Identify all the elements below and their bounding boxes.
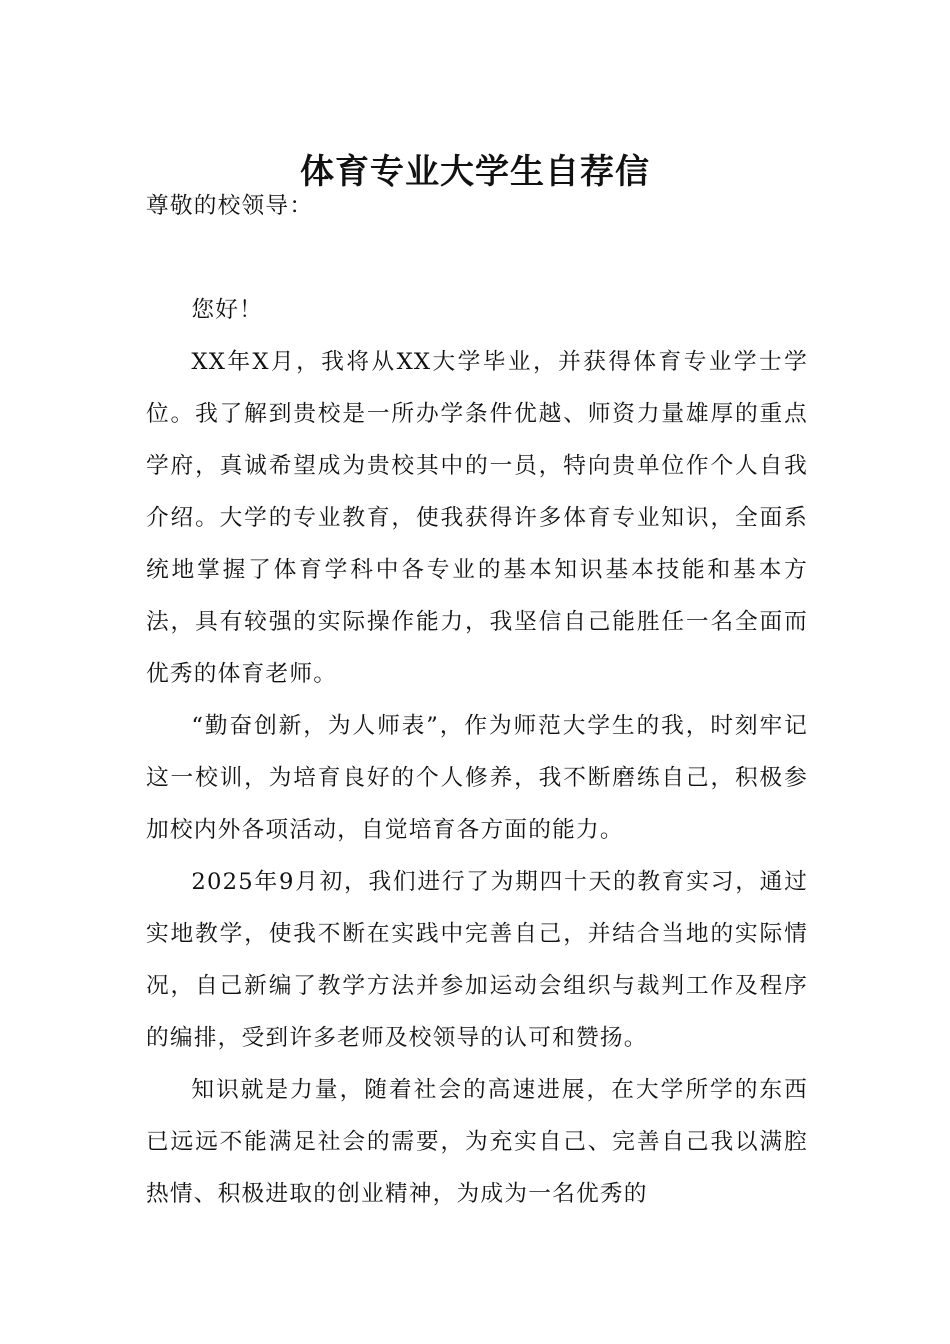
- paragraph-graduation: XX年X月，我将从XX大学毕业，并获得体育专业学士学位。我了解到贵校是一所办学条件优越、师资力量雄厚的重点学府，真诚希望成为贵校其中的一员，特向贵单位作个人自我介绍。大学的专业教育，使我获得许多体育专业知识，全面系统地掌握了体育学科中各专业的基本知识基本技能和基本方法，具有较强的实际操作能力，我坚信自己能胜任一名全面而优秀的体育老师。: [146, 349, 808, 687]
- letter-body: [146, 180, 808, 1220]
- paragraph-knowledge: 知识就是力量，随着社会的高速进展，在大学所学的东西已远远不能满足社会的需要，为充实自己、完善自己我以满腔热情、积极进取的创业精神，为成为一名优秀的: [146, 1077, 808, 1207]
- greeting: 您好！: [191, 297, 264, 323]
- document-title: 体育专业大学生自荐信: [300, 151, 650, 192]
- paragraph-school-motto: “勤奋创新，为人师表”，作为师范大学生的我，时刻牢记这一校训，为培育良好的个人修养，我不断磨练自己，积极参加校内外各项活动，自觉培育各方面的能力。: [146, 713, 808, 843]
- salutation: 尊敬的校领导：: [146, 193, 314, 219]
- paragraph-internship: 2025年9月初，我们进行了为期四十天的教育实习，通过实地教学，使我不断在实践中完善自己，并结合当地的实际情况，自己新编了教学方法并参加运动会组织与裁判工作及程序的编排，受到许多老师及校领导的认可和赞扬。: [146, 869, 808, 1051]
